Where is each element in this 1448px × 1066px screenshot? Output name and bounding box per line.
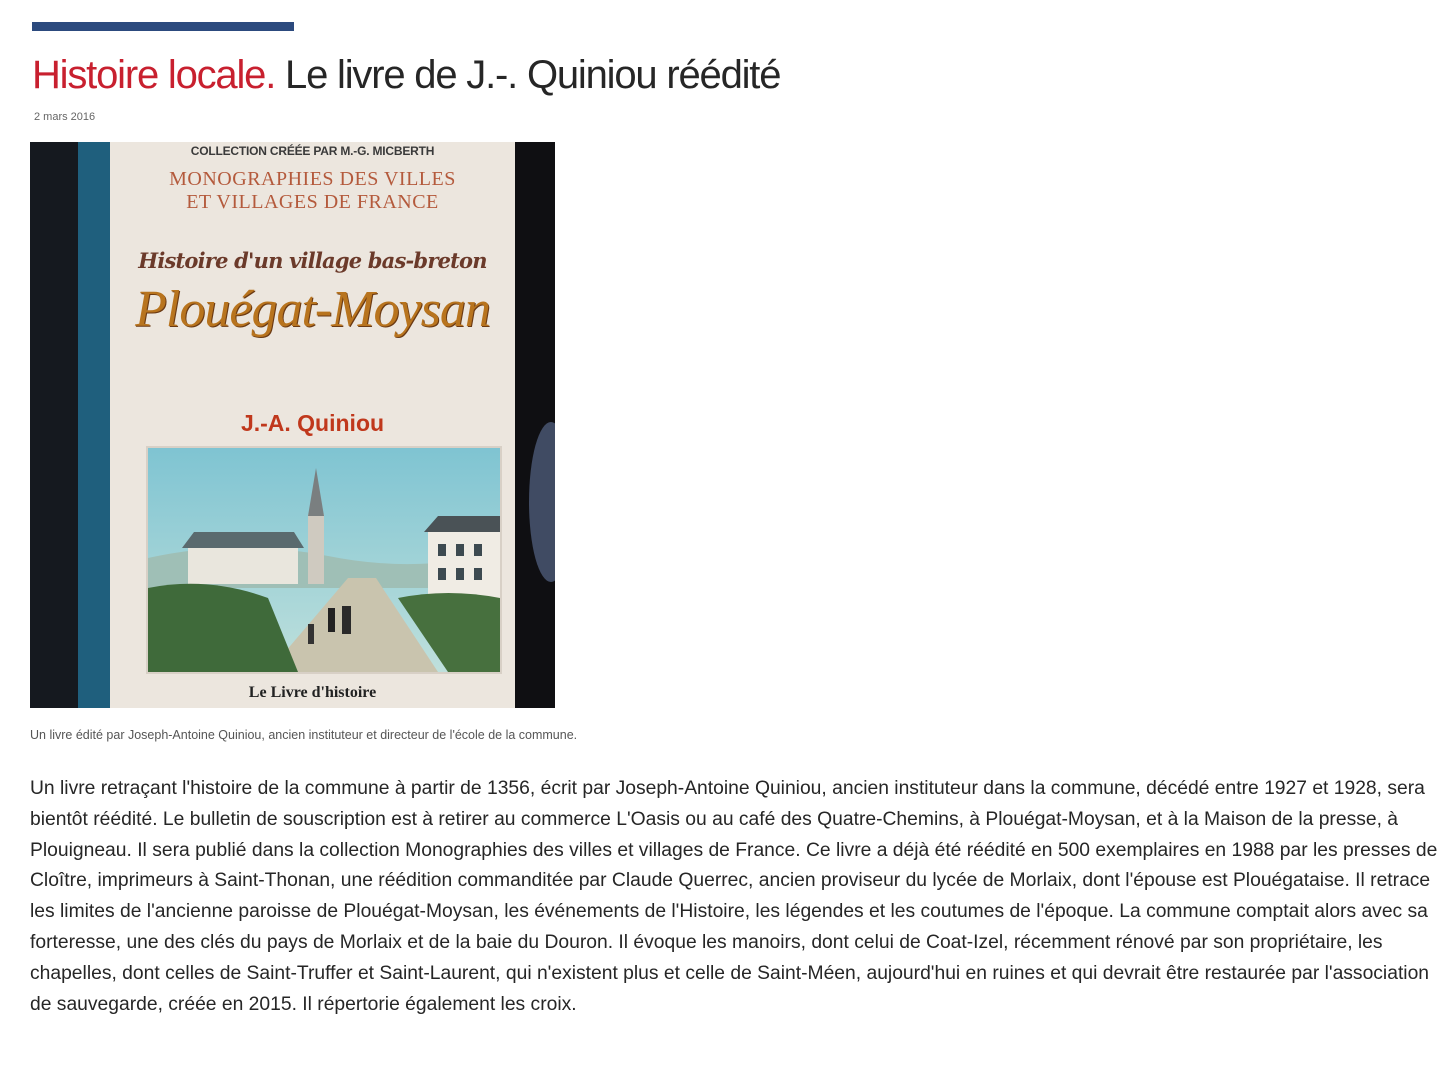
cover-collection: COLLECTION CRÉÉE PAR M.-G. MICBERTH xyxy=(190,144,435,158)
figure-2 xyxy=(342,606,351,634)
cover-subtitle: Histoire d'un village bas-breton xyxy=(138,248,487,273)
photo-caption: Un livre édité par Joseph-Antoine Quiniou, ancien instituteur et directeur de l'école de la commune. xyxy=(30,728,578,742)
book-cover xyxy=(110,142,515,708)
book-spine-shadow xyxy=(30,142,78,708)
article-date: 2 mars 2016 xyxy=(34,111,96,123)
cover-series xyxy=(110,168,515,214)
book-cover-photo xyxy=(30,142,555,708)
article-headline xyxy=(32,50,780,100)
cover-place-name: Plouégat-Moysan xyxy=(135,281,490,338)
figure-1 xyxy=(328,608,335,632)
headline-title: Le livre de J.-. Quiniou réédité xyxy=(285,53,781,97)
church-nave xyxy=(188,548,298,584)
cover-publisher: Le Livre d'histoire xyxy=(248,684,377,701)
village-scene-svg xyxy=(148,448,500,672)
church-tower xyxy=(308,514,324,584)
cover-author: J.-A. Quiniou xyxy=(240,410,385,436)
house-window-6 xyxy=(474,568,482,580)
house-window-4 xyxy=(438,568,446,580)
article-body: Un livre retraçant l'histoire de la commune à partir de 1356, écrit par Joseph-Antoine Quiniou, ancien instituteur dans la commune, décédé entre 1927 et 1928, sera bientôt réédité. Le bulletin de souscription est à retirer au commerce L'Oasis ou au café des Quatre-Chemins, à Plouégat-Moysan, et à la Maison de la presse, à Plouigneau. Il sera publié dans la collection Monographies des villes et villages de France. Ce livre a déjà été réédité en 500 exemplaires en 1988 par les presses de Cloître, imprimeurs à Saint-Thonan, une réédition commanditée par Claude Querrec, ancien proviseur du lycée de Morlaix, dont l'épouse est Plouégataise. Il retrace les limites de l'ancienne paroisse de Plouégat-Moysan, les événements de l'Histoire, les légendes et les coutumes de l'époque. La commune comptait alors avec sa forteresse, une des clés du pays de Morlaix et de la baie du Douron. Il évoque les manoirs, dont celui de Coat-Izel, récemment rénové par son propriétaire, les chapelles, dont celles de Saint-Truffer et Saint-Laurent, qui n'existent plus et celle de Saint-Méen, aujourd'hui en ruines et qui devrait être restaurée par l'association de sauvegarde, créée en 2015. Il répertorie également les croix. xyxy=(30,778,1438,1015)
book-spine xyxy=(78,142,110,708)
house-window-5 xyxy=(456,568,464,580)
house-window-2 xyxy=(456,544,464,556)
header-accent-bar xyxy=(32,22,294,31)
cover-series-line2: ET VILLAGES DE FRANCE xyxy=(186,191,439,213)
house-window-1 xyxy=(438,544,446,556)
figure-3 xyxy=(308,624,314,644)
house-right xyxy=(428,530,500,598)
headline-kicker: Histoire locale. xyxy=(32,53,276,97)
house-window-3 xyxy=(474,544,482,556)
cover-village-illustration xyxy=(146,446,502,674)
cover-series-line1: MONOGRAPHIES DES VILLES xyxy=(169,168,456,190)
church-roof xyxy=(182,532,304,548)
